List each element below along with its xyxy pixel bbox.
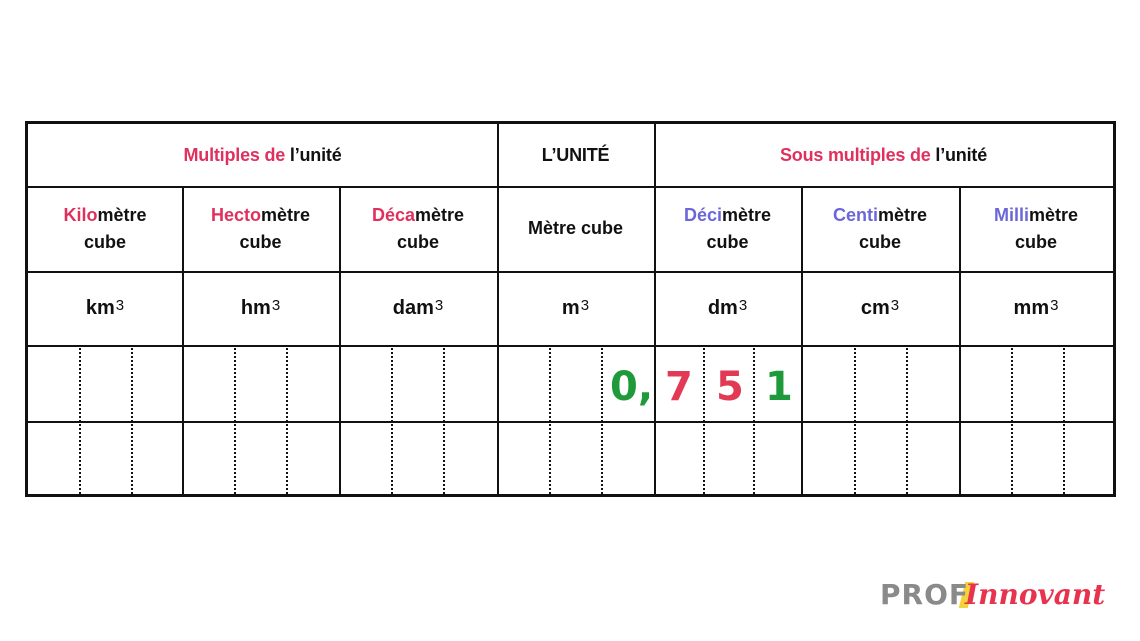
unit-header: L’UNITÉ (541, 144, 610, 165)
digit-divider (753, 348, 755, 494)
symbol-text: cm (860, 296, 890, 319)
unit-prefix: Milli (993, 204, 1029, 225)
unit-symbol-dam (339, 271, 497, 345)
unit-name-line2: cube (396, 231, 439, 252)
symbol-text: km (85, 296, 115, 319)
unit-name-cm (801, 186, 959, 271)
unit-name-km (28, 186, 182, 271)
unit-name-line2: cube (858, 231, 901, 252)
row-divider (28, 421, 1113, 423)
digit-divider (1011, 348, 1013, 494)
digit-divider (549, 348, 551, 494)
digit-divider (131, 348, 133, 494)
logo-innovant-text: Innovant (965, 577, 1106, 611)
unit-name-rest: mètre (415, 204, 465, 225)
unit-prefix: Centi (832, 204, 878, 225)
digit-divider (601, 348, 603, 494)
symbol-text: dm (707, 296, 738, 319)
logo-innovant (965, 578, 1105, 611)
profinnovant-logo (880, 574, 1105, 614)
multiples-header (28, 124, 497, 186)
symbol-text: hm (240, 296, 271, 319)
symbol-exponent: 3 (890, 296, 900, 314)
unit-symbol-m (497, 271, 654, 345)
symbol-text: dam (392, 296, 434, 319)
unit-name-dm (654, 186, 801, 271)
unit-prefix: Hecto (210, 204, 261, 225)
unit-symbol-km (28, 271, 182, 345)
unit-name-mm (959, 186, 1113, 271)
digit-divider (1063, 348, 1065, 494)
unit-prefix: Kilo (63, 204, 98, 225)
digit-hundredths: 5 (716, 364, 744, 410)
symbol-exponent: 3 (1050, 296, 1059, 314)
unit-name-rest: mètre (877, 204, 928, 225)
digit-divider (79, 348, 81, 494)
digit-divider (906, 348, 908, 494)
conversion-table (25, 121, 1116, 497)
unit-name-rest: mètre (722, 204, 772, 225)
digit-divider (286, 348, 288, 494)
unit-name-line2: cube (239, 231, 282, 252)
unit-name-rest: mètre (97, 204, 147, 225)
unit-symbol-hm (182, 271, 339, 345)
digit-divider (854, 348, 856, 494)
unit-name-rest: mètre (260, 204, 311, 225)
symbol-exponent: 3 (434, 296, 444, 314)
digit-tenths: 7 (665, 364, 693, 410)
unit-prefix: Déca (371, 204, 415, 225)
unit-name-m (497, 186, 654, 271)
unit-name-line2: cube (706, 231, 749, 252)
unit-symbol-cm (801, 271, 959, 345)
symbol-exponent: 3 (115, 296, 125, 314)
logo-prof: PROF (880, 577, 970, 611)
unit-name-line2: cube (1014, 231, 1057, 252)
unit-name-rest: mètre (1028, 204, 1079, 225)
sub-multiples-header-highlight: Sous multiples de (779, 144, 931, 165)
multiples-header-rest: l’unité (285, 144, 342, 165)
unit-symbol-mm (959, 271, 1113, 345)
digit-thousandths: 1 (765, 364, 793, 410)
multiples-header-highlight: Multiples de (183, 144, 286, 165)
digit-divider (234, 348, 236, 494)
digit-divider (443, 348, 445, 494)
symbol-exponent: 3 (738, 296, 748, 314)
symbol-exponent: 3 (271, 296, 281, 314)
symbol-text: m (561, 296, 580, 319)
digit-units: 0, (610, 364, 654, 410)
sub-multiples-header-rest: l’unité (930, 144, 988, 165)
unit-name-line2: cube (83, 231, 126, 252)
sub-multiples-header (654, 124, 1113, 186)
row-divider (28, 345, 1113, 347)
unit-prefix: Déci (683, 204, 722, 225)
symbol-exponent: 3 (580, 296, 590, 314)
unit-symbol-dm (654, 271, 801, 345)
symbol-text: mm (1013, 296, 1050, 319)
digit-divider (703, 348, 705, 494)
unit-name-dam (339, 186, 497, 271)
unit-name-rest: Mètre cube (527, 218, 624, 238)
unit-name-hm (182, 186, 339, 271)
digit-divider (391, 348, 393, 494)
